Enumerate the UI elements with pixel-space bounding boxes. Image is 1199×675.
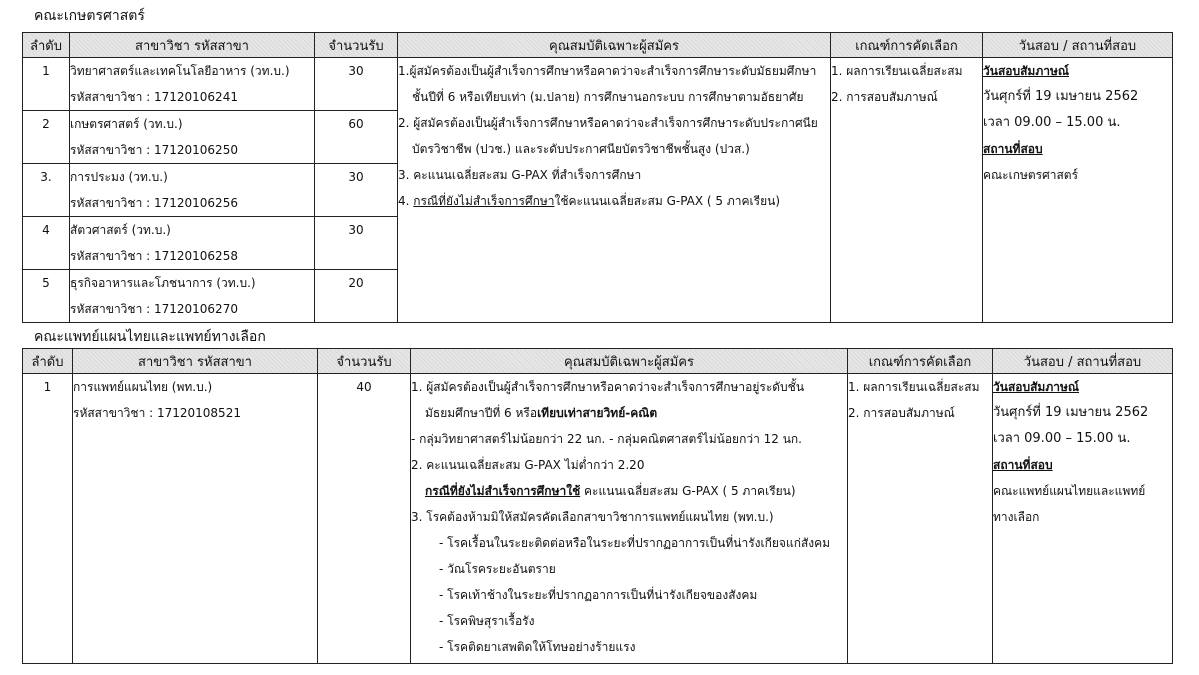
header-no: ลำดับ	[23, 33, 70, 58]
criteria-item: 2. การสอบสัมภาษณ์	[848, 406, 955, 420]
exam-place: คณะแพทย์แผนไทยและแพทย์	[993, 484, 1146, 498]
qualification-line: มัธยมศึกษาปีที่ 6 หรือเทียบเท่าสายวิทย์-คณิต	[425, 406, 658, 420]
header-major: สาขาวิชา รหัสสาขา	[73, 349, 318, 374]
row-no: 3.	[23, 164, 70, 217]
criteria-item: 2. การสอบสัมภาษณ์	[831, 90, 938, 104]
criteria-cell	[831, 58, 983, 323]
qualification-line: - กลุ่มวิทยาศาสตร์ไม่น้อยกว่า 22 นก. - กลุ่มคณิตศาสตร์ไม่น้อยกว่า 12 นก.	[411, 432, 802, 446]
major-name: วิทยาศาสตร์และเทคโนโลยีอาหาร (วท.บ.)	[70, 64, 290, 78]
exam-time: เวลา 09.00 – 15.00 น.	[993, 431, 1131, 446]
major-code: รหัสสาขาวิชา : 17120106270	[70, 302, 238, 316]
major-code: รหัสสาขาวิชา : 17120108521	[73, 406, 241, 420]
table-row	[23, 58, 1173, 111]
major-name: สัตวศาสตร์ (วท.บ.)	[70, 223, 171, 237]
disease-item: - โรคติดยาเสพติดให้โทษอย่างร้ายแรง	[439, 640, 636, 654]
qualification-line: 2. ผู้สมัครต้องเป็นผู้สำเร็จการศึกษาหรือคาดว่าจะสำเร็จการศึกษาระดับประกาศนีย	[398, 116, 818, 130]
header-qualifications: คุณสมบัติเฉพาะผู้สมัคร	[411, 349, 848, 374]
row-seats: 30	[315, 164, 398, 217]
major-name: การแพทย์แผนไทย (พท.บ.)	[73, 380, 213, 394]
row-seats: 30	[315, 217, 398, 270]
row-seats: 20	[315, 270, 398, 323]
row-major	[70, 270, 315, 323]
row-seats: 40	[318, 374, 411, 664]
row-no: 2	[23, 111, 70, 164]
exam-date: วันศุกร์ที่ 19 เมษายน 2562	[993, 405, 1149, 420]
major-name: เกษตรศาสตร์ (วท.บ.)	[70, 117, 183, 131]
disease-item: - โรคพิษสุราเรื้อรัง	[439, 614, 535, 628]
row-no: 1	[23, 58, 70, 111]
row-major	[70, 58, 315, 111]
row-major	[73, 374, 318, 664]
qualification-line: บัตรวิชาชีพ (ปวช.) และระดับประกาศนียบัตรวิชาชีพชั้นสูง (ปวส.)	[412, 142, 750, 156]
exam-cell	[993, 374, 1173, 664]
header-seats: จำนวนรับ	[318, 349, 411, 374]
disease-item: - โรคเท้าช้างในระยะที่ปรากฏอาการเป็นที่น่ารังเกียจของสังคม	[439, 588, 758, 602]
header-criteria: เกณฑ์การคัดเลือก	[831, 33, 983, 58]
header-exam: วันสอบ / สถานที่สอบ	[993, 349, 1173, 374]
qualification-line: ชั้นปีที่ 6 หรือเทียบเท่า (ม.ปลาย) การศึกษานอกระบบ การศึกษาตามอัธยาศัย	[412, 90, 804, 104]
thai-medicine-table	[22, 348, 1173, 664]
qualifications-cell	[411, 374, 848, 664]
row-seats: 60	[315, 111, 398, 164]
header-exam: วันสอบ / สถานที่สอบ	[983, 33, 1173, 58]
qualification-line: 1. ผู้สมัครต้องเป็นผู้สำเร็จการศึกษาหรือคาดว่าจะสำเร็จการศึกษาอยู่ระดับชั้น	[411, 380, 805, 394]
row-no: 1	[23, 374, 73, 664]
row-seats: 30	[315, 58, 398, 111]
table-header-row	[23, 33, 1173, 58]
header-major: สาขาวิชา รหัสสาขา	[70, 33, 315, 58]
qualification-line: กรณีที่ยังไม่สำเร็จการศึกษาใช้ คะแนนเฉลี่ยสะสม G-PAX ( 5 ภาคเรียน)	[425, 484, 796, 498]
criteria-item: 1. ผลการเรียนเฉลี่ยสะสม	[831, 64, 963, 78]
row-major	[70, 164, 315, 217]
row-major	[70, 217, 315, 270]
qualification-line: 3. คะแนนเฉลี่ยสะสม G-PAX ที่สำเร็จการศึกษา	[398, 168, 642, 182]
exam-date: วันศุกร์ที่ 19 เมษายน 2562	[983, 89, 1139, 104]
major-code: รหัสสาขาวิชา : 17120106258	[70, 249, 238, 263]
qualifications-cell	[398, 58, 831, 323]
table-header-row	[23, 349, 1173, 374]
major-code: รหัสสาขาวิชา : 17120106256	[70, 196, 238, 210]
row-major	[70, 111, 315, 164]
exam-place-cont: ทางเลือก	[993, 510, 1040, 524]
section-title-agriculture: คณะเกษตรศาสตร์	[34, 8, 145, 24]
agriculture-table	[22, 32, 1173, 323]
major-code: รหัสสาขาวิชา : 17120106250	[70, 143, 238, 157]
table-row	[23, 374, 1173, 664]
criteria-cell	[848, 374, 993, 664]
row-no: 4	[23, 217, 70, 270]
row-no: 5	[23, 270, 70, 323]
exam-place: คณะเกษตรศาสตร์	[983, 168, 1079, 182]
exam-time: เวลา 09.00 – 15.00 น.	[983, 115, 1121, 130]
header-criteria: เกณฑ์การคัดเลือก	[848, 349, 993, 374]
interview-label: วันสอบสัมภาษณ์	[993, 380, 1080, 394]
section-title-thai-medicine: คณะแพทย์แผนไทยและแพทย์ทางเลือก	[34, 329, 266, 345]
place-label: สถานที่สอบ	[983, 142, 1043, 156]
qualification-line: 3. โรคต้องห้ามมิให้สมัครคัดเลือกสาขาวิชาการแพทย์แผนไทย (พท.บ.)	[411, 510, 774, 524]
header-no: ลำดับ	[23, 349, 73, 374]
major-name: ธุรกิจอาหารและโภชนาการ (วท.บ.)	[70, 276, 256, 290]
header-seats: จำนวนรับ	[315, 33, 398, 58]
major-name: การประมง (วท.บ.)	[70, 170, 168, 184]
qualification-line-4: 4. กรณีที่ยังไม่สำเร็จการศึกษาใช้คะแนนเฉลี่ยสะสม G-PAX ( 5 ภาคเรียน)	[398, 194, 781, 208]
major-code: รหัสสาขาวิชา : 17120106241	[70, 90, 238, 104]
disease-item: - โรคเรื้อนในระยะติดต่อหรือในระยะที่ปรากฏอาการเป็นที่น่ารังเกียจแก่สังคม	[439, 536, 831, 550]
exam-cell	[983, 58, 1173, 323]
place-label: สถานที่สอบ	[993, 458, 1053, 472]
qualification-line: 1.ผู้สมัครต้องเป็นผู้สำเร็จการศึกษาหรือคาดว่าจะสำเร็จการศึกษาระดับมัธยมศึกษา	[398, 64, 817, 78]
disease-item: - วัณโรคระยะอันตราย	[439, 562, 556, 576]
interview-label: วันสอบสัมภาษณ์	[983, 64, 1070, 78]
qualification-line: 2. คะแนนเฉลี่ยสะสม G-PAX ไม่ต่ำกว่า 2.20	[411, 458, 645, 472]
header-qualifications: คุณสมบัติเฉพาะผู้สมัคร	[398, 33, 831, 58]
criteria-item: 1. ผลการเรียนเฉลี่ยสะสม	[848, 380, 980, 394]
